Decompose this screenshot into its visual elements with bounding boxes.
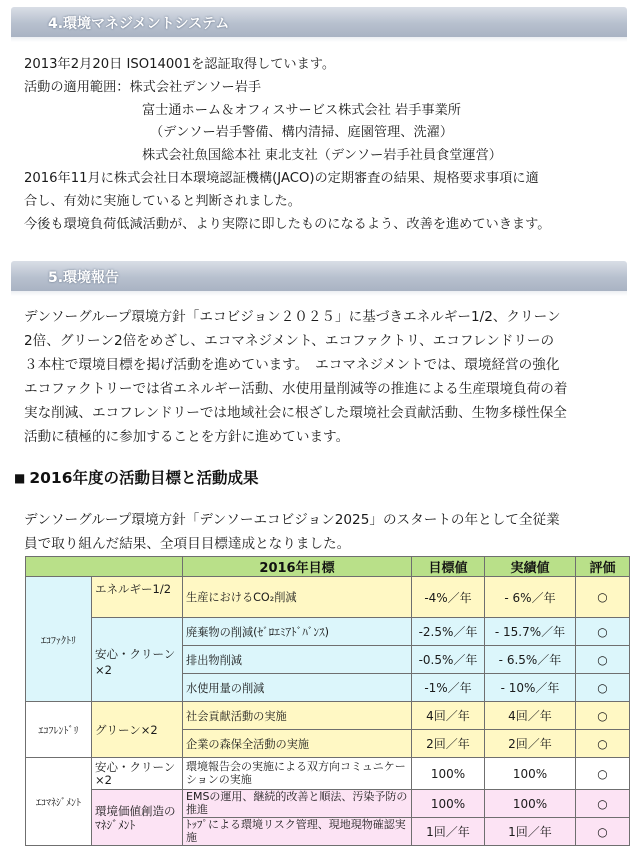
header-eval: 評価 <box>576 557 630 577</box>
target-value: 1回／年 <box>412 818 485 846</box>
goal-item: 企業の森保全活動の実施 <box>183 730 412 758</box>
text-line: 今後も環境負荷低減活動が、より実際に即したものになるよう、改善を進めていきます。 <box>24 216 551 232</box>
section5-header <box>11 261 627 291</box>
goal-item: 排出物削減 <box>183 646 412 674</box>
section5-body <box>24 305 624 449</box>
text-line: 実な削減、エコフレンドリーでは地域社会に根ざした環境社会貢献活動、生物多様性保全 <box>24 405 567 421</box>
table-row <box>26 577 630 618</box>
text-line: 2013年2月20日 ISO14001を認証取得しています。 <box>24 57 336 72</box>
goal-item: ﾄｯﾌﾟによる環境リスク管理、現地現物確認実施 <box>183 818 412 846</box>
goal-item: 廃棄物の削減(ｾﾞﾛｴﾐｱﾄﾞﾊﾞﾝｽ) <box>183 618 412 646</box>
square-bullet-icon: ■ <box>14 471 26 485</box>
eval-mark: ○ <box>576 618 630 646</box>
result-value: 100% <box>485 758 576 790</box>
header-blank <box>26 557 183 577</box>
text-line: 株式会社魚国総本社 東北支社（デンソー岩手社員食堂運営） <box>142 148 502 164</box>
goal-item: 環境報告会の実施による双方向コミュニケーションの実施 <box>183 758 412 790</box>
text-line: 合し、有効に実施していると判断されました。 <box>24 193 301 209</box>
target-value: 2回／年 <box>412 730 485 758</box>
result-value: - 10%／年 <box>485 674 576 702</box>
subsection-body <box>24 508 624 556</box>
text-line: エコファクトリーでは省エネルギー活動、水使用量削減等の推進による生産環境負荷の着 <box>24 381 568 397</box>
table-row <box>26 790 630 818</box>
target-value: 4回／年 <box>412 702 485 730</box>
subsection-title: 2016年度の活動目標と活動成果 <box>29 469 259 487</box>
text-line: 活動に積極的に参加することを方針に進めています。 <box>24 429 350 445</box>
sub-energy: エネルギー1/2 <box>92 577 183 618</box>
sub-clean-management: 安心・クリーン×2 <box>92 758 183 790</box>
target-value: -1%／年 <box>412 674 485 702</box>
table-row <box>26 758 630 790</box>
category-management: ｴｺﾏﾈｼﾞﾒﾝﾄ <box>26 758 92 846</box>
result-value: 100% <box>485 790 576 818</box>
target-value: 100% <box>412 758 485 790</box>
header-target: 目標値 <box>412 557 485 577</box>
result-value: - 6.5%／年 <box>485 646 576 674</box>
goal-item: 社会貢献活動の実施 <box>183 702 412 730</box>
text-line: ３本柱で環境目標を掲げ活動を進めています。 エコマネジメントでは、環境経営の強化 <box>24 357 560 373</box>
target-value: -2.5%／年 <box>412 618 485 646</box>
eval-mark: ○ <box>576 646 630 674</box>
text-line: （デンソー岩手警備、構内清掃、庭園管理、洗濯） <box>150 125 454 141</box>
result-value: - 15.7%／年 <box>485 618 576 646</box>
text-line: 2016年11月に株式会社日本環境認証機構(JACO)の定期審査の結果、規格要求事項に適 <box>24 170 539 186</box>
result-value: 1回／年 <box>485 818 576 846</box>
result-value: 2回／年 <box>485 730 576 758</box>
text-line: 富士通ホーム＆オフィスサービス株式会社 岩手事業所 <box>142 102 461 118</box>
eval-mark: ○ <box>576 730 630 758</box>
text-line: デンソーグループ環境方針「デンソーエコビジョン2025」のスタートの年として全従業 <box>24 512 560 528</box>
goal-item: 水使用量の削減 <box>183 674 412 702</box>
table-header-row <box>26 557 630 577</box>
section4-body <box>24 54 624 236</box>
eval-mark: ○ <box>576 758 630 790</box>
goal-item: 生産におけるCO₂削減 <box>183 577 412 618</box>
target-value: -4%／年 <box>412 577 485 618</box>
section4-title: 4.環境マネジメントシステム <box>48 16 230 32</box>
sub-clean-factory: 安心・クリーン×2 <box>92 618 183 702</box>
text-line: 活動の適用範囲：株式会社デンソー岩手 <box>24 79 262 95</box>
target-value: -0.5%／年 <box>412 646 485 674</box>
text-line: デンソーグループ環境方針「エコビジョン２０２５」に基づきエネルギー1/2、クリーン <box>24 309 561 325</box>
header-result: 実績値 <box>485 557 576 577</box>
eval-mark: ○ <box>576 702 630 730</box>
category-factory: ｴｺﾌｧｸﾄﾘ <box>26 577 92 702</box>
result-value: 4回／年 <box>485 702 576 730</box>
results-table <box>25 556 630 846</box>
eval-mark: ○ <box>576 674 630 702</box>
sub-value-creation: 環境価値創造のﾏﾈｼﾞﾒﾝﾄ <box>92 790 183 846</box>
header-goal: 2016年目標 <box>183 557 412 577</box>
eval-mark: ○ <box>576 790 630 818</box>
text-line: 員で取り組んだ結果、全項目目標達成となりました。 <box>24 536 351 552</box>
goal-item: EMSの運用、継続的改善と順法、汚染予防の推進 <box>183 790 412 818</box>
text-line: 2倍、グリーン2倍をめざし、エコマネジメント、エコファクトリ、エコフレンドリーの <box>24 333 555 349</box>
subsection-heading <box>14 466 258 488</box>
table-row <box>26 702 630 730</box>
section4-header <box>11 7 627 37</box>
table-row <box>26 618 630 646</box>
sub-green: グリーン×2 <box>92 702 183 758</box>
eval-mark: ○ <box>576 818 630 846</box>
eval-mark: ○ <box>576 577 630 618</box>
section5-title: 5.環境報告 <box>48 270 120 286</box>
category-friendly: ｴｺﾌﾚﾝﾄﾞﾘ <box>26 702 92 758</box>
result-value: - 6%／年 <box>485 577 576 618</box>
target-value: 100% <box>412 790 485 818</box>
